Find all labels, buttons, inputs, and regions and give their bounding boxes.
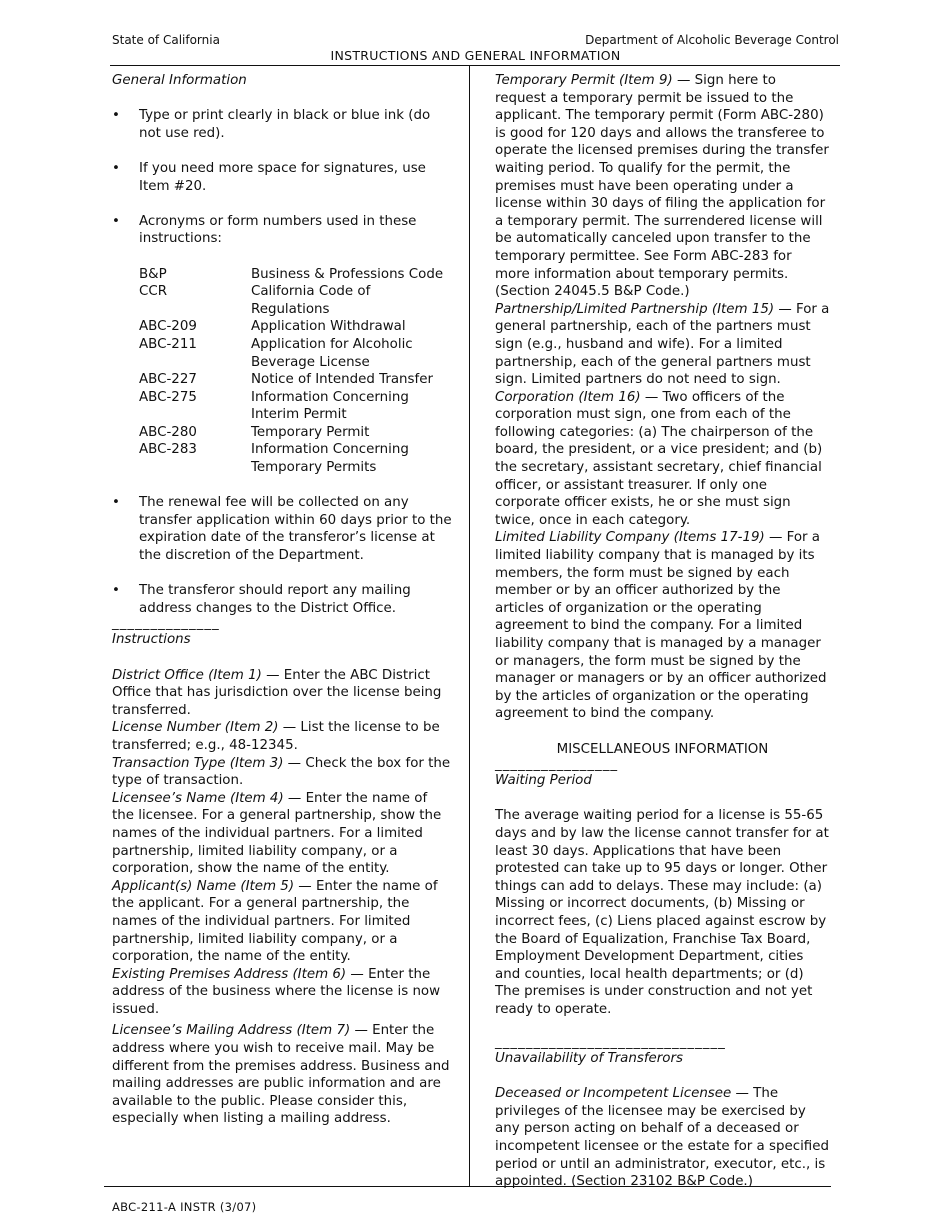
- general-info-heading: General Information: [112, 73, 247, 88]
- bullet-item: • Acronyms or form numbers used in these instructions:: [112, 213, 417, 247]
- acronym-table: [139, 266, 452, 477]
- instruction-item: Transaction Type (Item 3) — Check the box for the type of transaction.: [112, 755, 451, 789]
- bullet-item: • If you need more space for signatures, use Item #20.: [112, 160, 426, 194]
- acronym-row: ABC-275 Information Concerning Interim Permit: [139, 389, 409, 423]
- form-id: ABC-211-A INSTR (3/07): [112, 1200, 257, 1214]
- bullet-item: • The transferor should report any mailing address changes to the District Office.: [112, 583, 411, 616]
- bullet-item: • The renewal fee will be collected on any transfer application within 60 days prior to the expiration date of the transferor’s license at the discretion of the Department.: [112, 495, 452, 564]
- instruction-item: Applicant(s) Name (Item 5) — Enter the name of the applicant. For a general partnership, the names of the individual partners. For limited partnership, limited liability company, or a corporation, the name of the entity.: [112, 878, 438, 965]
- instruction-item: Licensee’s Mailing Address (Item 7) — Enter the address where you wish to receive mail. May be different from the premises address. Business and mailing addresses are public information and are available to the public. Please consider this, especially when listing a mailing address.: [112, 1023, 450, 1127]
- separator-line: ______________: [112, 616, 220, 632]
- bullet-item: • Type or print clearly in black or blue ink (do not use red).: [112, 108, 431, 141]
- waiting-period-heading: Waiting Period: [495, 773, 592, 789]
- acronym-row: ABC-280 Temporary Permit: [139, 424, 370, 440]
- header-state: State of California: [112, 33, 220, 47]
- instruction-item: District Office (Item 1) — Enter the ABC District Office that has jurisdiction over the license being transferred.: [112, 667, 442, 718]
- column-divider: [469, 66, 470, 1186]
- instruction-item: Corporation (Item 16) — Two officers of the corporation must sign, one from each of the following categories: (a) The chairperson of the board, the president, or a vice president; and (b) the secretary, assistant secretary, chief financial officer, or assistant treasurer. If only one corporate officer exists, he or she must sign twice, once in each category.: [495, 389, 823, 528]
- header-department: Department of Alcoholic Beverage Control: [585, 33, 839, 47]
- deceased-licensee-item: Deceased or Incompetent Licensee — The privileges of the licensee may be exercised by any person acting on behalf of a deceased or incompetent licensee or the estate for a specified period or until an administrator, executor, etc., is appointed. (Section 23102 B&P Code.): [495, 1086, 829, 1190]
- acronym-row: CCR California Code of Regulations: [139, 284, 371, 317]
- instruction-item: Partnership/Limited Partnership (Item 15) — For a general partnership, each of the partners must sign (e.g., husband and wife). For a limited partnership, each of the general partners must sign. Limited partners do not need to sign.: [495, 301, 830, 388]
- unavailability-heading: Unavailability of Transferors: [495, 1051, 683, 1067]
- acronym-row: B&P Business & Professions Code: [139, 266, 444, 282]
- right-column: [495, 72, 830, 1191]
- bottom-rule: [104, 1186, 831, 1187]
- acronym-row: ABC-227 Notice of Intended Transfer: [139, 372, 433, 388]
- instructions-heading: Instructions: [112, 632, 191, 648]
- page-title: INSTRUCTIONS AND GENERAL INFORMATION: [330, 48, 621, 63]
- instruction-item: License Number (Item 2) — List the license to be transferred; e.g., 48-12345.: [112, 720, 440, 753]
- separator-line: ________________: [495, 757, 619, 773]
- acronym-row: ABC-209 Application Withdrawal: [139, 319, 406, 335]
- separator-line: ______________________________: [495, 1035, 726, 1051]
- instruction-item: Existing Premises Address (Item 6) — Enter the address of the business where the license is now issued.: [112, 966, 441, 1017]
- left-column: [112, 72, 452, 1128]
- top-rule: [110, 65, 840, 66]
- misc-heading: MISCELLANEOUS INFORMATION: [556, 741, 769, 757]
- instruction-item: Temporary Permit (Item 9) — Sign here to request a temporary permit be issued to the applicant. The temporary permit (Form ABC-280) is good for 120 days and allows the transferee to operate the licensed premises during the transfer waiting period. To qualify for the permit, the premises must have been operating under a license within 30 days of filing the application for a temporary permit. The surrendered license will be automatically canceled upon transfer to the temporary permittee. See Form ABC-283 for more information about temporary permits. (Section 24045.5 B&P Code.): [495, 73, 829, 300]
- waiting-period-text: The average waiting period for a license is 55-65 days and by law the license cannot transfer for at least 30 days. Applications that have been protested can take up to 95 days or longer. Other things can add to delays. These may include: (a) Missing or incorrect documents, (b) Missing or incorrect fees, (c) Liens placed against escrow by the Board of Equalization, Franchise Tax Board, Employment Development Department, cities and counties, local health departments; or (d) The premises is under construction and not yet ready to operate.: [495, 808, 829, 1017]
- acronym-row: ABC-283 Information Concerning Temporary Permits: [139, 442, 409, 476]
- instruction-item: Licensee’s Name (Item 4) — Enter the name of the licensee. For a general partnership, show the names of the individual partners. For a limited partnership, limited liability company, or a corporation, show the name of the entity.: [112, 790, 442, 877]
- acronym-row: ABC-211 Application for Alcoholic Beverage License: [139, 336, 413, 370]
- instruction-item: Limited Liability Company (Items 17-19) — For a limited liability company that is managed by its members, the form must be signed by each member or by an officer authorized by the articles of organization or the operating agreement to bind the company. For a limited liability company that is managed by a manager or managers, the form must be signed by the manager or managers or by an officer authorized by the articles of organization or the operating agreement to bind the company.: [495, 530, 827, 722]
